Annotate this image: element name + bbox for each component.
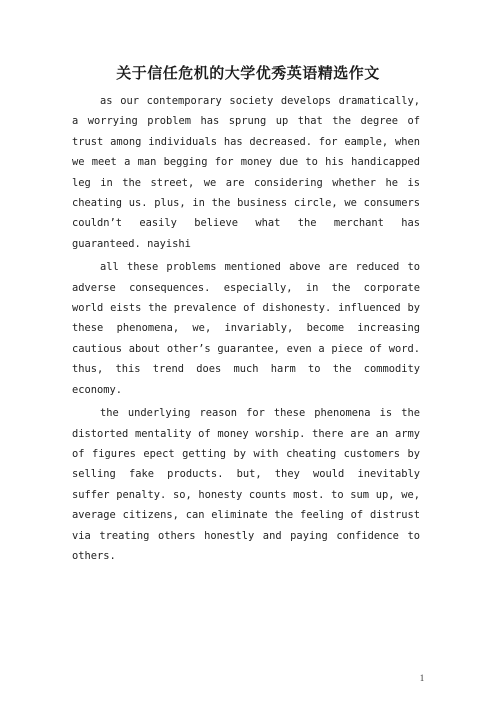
document-title: 关于信任危机的大学优秀英语精选作文 xyxy=(116,64,380,82)
paragraph: the underlying reason for these phenomena is the distorted mentality of money worship. there are an army of figures epect getting by with cheating customers by selling fake products. but, they would inevitably suffer penalty. so, honesty counts most. to sum up, we, average citizens, can eliminate the feeling of distrust via treating others honestly and paying confidence to others. xyxy=(72,407,420,562)
document-body xyxy=(72,91,420,569)
paragraph: as our contemporary society develops dramatically, a worrying problem has sprung up that the degree of trust among individuals has decreased. for eample, when we meet a man begging for money due to his handicapped leg in the street, we are considering whether he is cheating us. plus, in the business circle, we consumers couldn’t easily believe what the merchant has guaranteed. nayishi xyxy=(72,95,420,250)
paragraph: all these problems mentioned above are reduced to adverse consequences. especially, in the corporate world eists the prevalence of dishonesty. influenced by these phenomena, we, invariably, become increasing cautious about other’s guarantee, even a piece of word. thus, this trend does much harm to the commodity economy. xyxy=(72,261,420,396)
page-number: 1 xyxy=(419,673,425,683)
